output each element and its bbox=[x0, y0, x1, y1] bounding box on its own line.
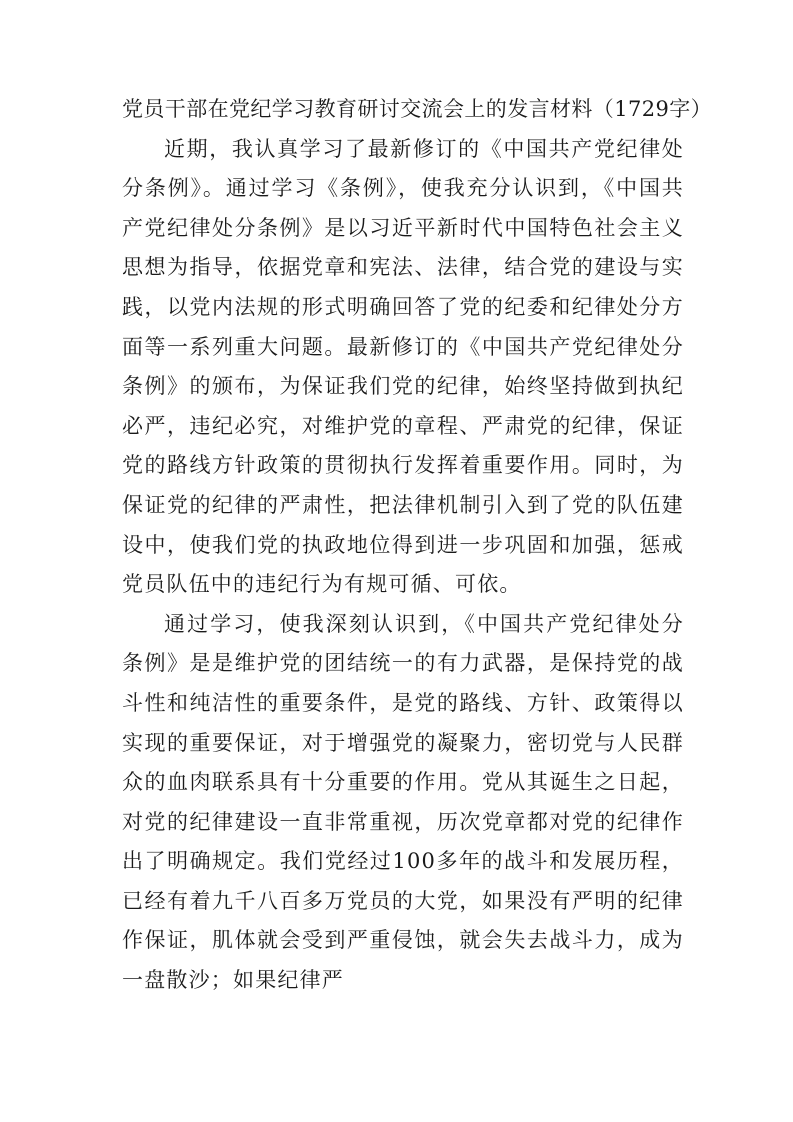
paragraph-2: 通过学习，使我深刻认识到，《中国共产党纪律处分条例》是是维护党的团结统一的有力武器，是保持党的战斗性和纯洁性的重要条件，是党的路线、方针、政策得以实现的重要保证，对于增强党的凝聚力，密切党与人民群众的血肉联系具有十分重要的作用。党从其诞生之日起，对党的纪律建设一直非常重视，历次党章都对党的纪律作出了明确规定。我们党经过100多年的战斗和发展历程，已经有着九千八百多万党员的大党，如果没有严明的纪律作保证，肌体就会受到严重侵蚀，就会失去战斗力，成为一盘散沙；如果纪律严 bbox=[122, 611, 684, 993]
paragraph-1: 近期，我认真学习了最新修订的《中国共产党纪律处分条例》。通过学习《条例》，使我充分认识到，《中国共产党纪律处分条例》是以习近平新时代中国特色社会主义思想为指导，依据党章和宪法、法律，结合党的建设与实践，以党内法规的形式明确回答了党的纪委和纪律处分方面等一系列重大问题。最新修订的《中国共产党纪律处分条例》的颁布，为保证我们党的纪律，始终坚持做到执纪必严，违纪必究，对维护党的章程、严肃党的纪律，保证党的路线方针政策的贯彻执行发挥着重要作用。同时，为保证党的纪律的严肃性，把法律机制引入到了党的队伍建设中，使我们党的执政地位得到进一步巩固和加强，惩戒党员队伍中的违纪行为有规可循、可依。 bbox=[122, 136, 684, 597]
document-title: 党员干部在党纪学习教育研讨交流会上的发言材料（1729字） bbox=[122, 97, 713, 121]
document-body bbox=[122, 90, 713, 1001]
